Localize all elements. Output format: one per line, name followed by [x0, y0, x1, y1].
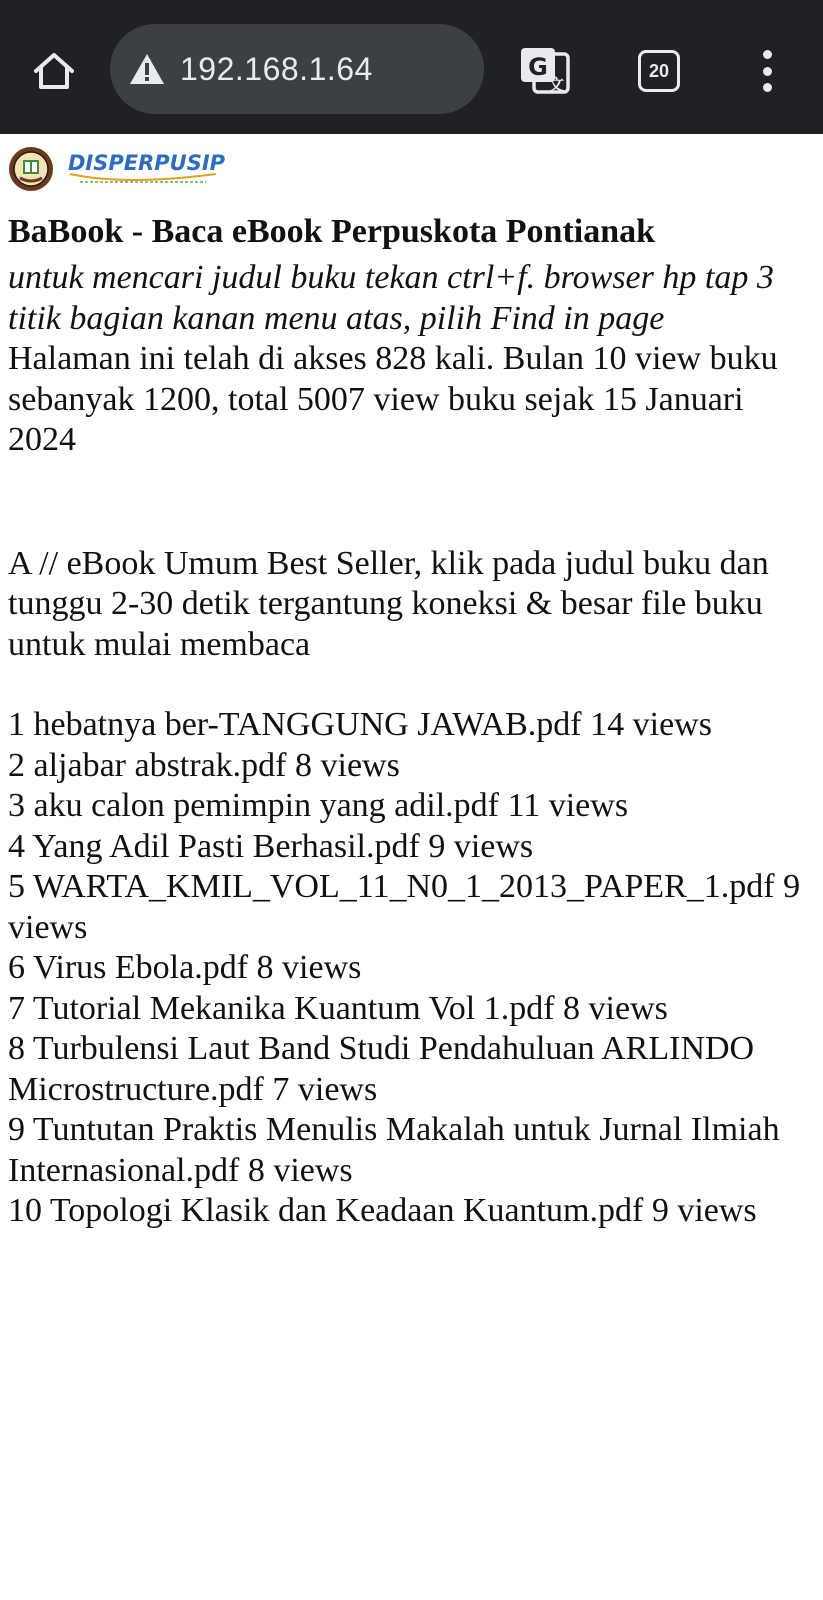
- book-title: Tuntutan Praktis Menulis Makalah untuk Jurnal Ilmiah Internasional.pdf: [8, 1111, 780, 1189]
- book-views: 8 views: [295, 746, 400, 784]
- book-title: aku calon pemimpin yang adil.pdf: [33, 787, 499, 824]
- book-views: 8 views: [256, 949, 362, 986]
- book-title: Yang Adil Pasti Berhasil.pdf: [32, 827, 420, 865]
- home-button[interactable]: [30, 50, 78, 92]
- book-link[interactable]: [8, 867, 815, 948]
- book-link[interactable]: [8, 948, 815, 989]
- book-views: 11 views: [507, 787, 629, 824]
- more-vert-icon[interactable]: [755, 50, 779, 92]
- spacer: [8, 461, 815, 544]
- book-views: 8 views: [563, 989, 668, 1027]
- book-title: WARTA_KMIL_VOL_11_N0_1_2013_PAPER_1.pdf: [32, 868, 775, 905]
- book-number: 4: [8, 827, 25, 865]
- book-title: Tutorial Mekanika Kuantum Vol 1.pdf: [32, 989, 555, 1027]
- book-link[interactable]: [8, 746, 815, 787]
- book-link[interactable]: [8, 1029, 815, 1110]
- book-number: 6: [8, 949, 25, 986]
- logo-wordmark: DISPERPUSIP: [68, 151, 226, 175]
- translate-icon: [518, 44, 572, 98]
- translate-button[interactable]: [518, 44, 572, 98]
- book-number: 2: [8, 746, 25, 784]
- book-number: 3: [8, 787, 25, 824]
- page-stats: Halaman ini telah di akses 828 kali. Bulan 10 view buku sebanyak 1200, total 5007 view buku sejak 15 Januari 2024: [8, 340, 778, 458]
- book-number: 8: [8, 1030, 25, 1067]
- book-views: 8 views: [247, 1151, 353, 1189]
- babook-seal-logo: [8, 146, 54, 192]
- book-number: 9: [8, 1111, 25, 1148]
- book-link[interactable]: [8, 1191, 815, 1232]
- book-title: aljabar abstrak.pdf: [33, 746, 287, 784]
- book-title: Topologi Klasik dan Keadaan Kuantum.pdf: [49, 1192, 644, 1229]
- home-icon: [32, 51, 76, 91]
- browser-toolbar: [0, 0, 823, 134]
- book-number: 5: [8, 868, 25, 905]
- svg-text:文: 文: [547, 75, 565, 94]
- tab-count: 20: [648, 60, 670, 81]
- book-title: hebatnya ber-TANGGUNG JAWAB.pdf: [33, 706, 582, 743]
- book-link[interactable]: [8, 786, 815, 827]
- book-number: 1: [8, 706, 25, 743]
- tab-switcher-button[interactable]: [638, 50, 680, 92]
- page-content: [0, 134, 823, 1232]
- logo-row: [8, 134, 815, 198]
- book-number: 7: [8, 989, 25, 1027]
- book-link[interactable]: [8, 827, 815, 868]
- disperpusip-logo: [66, 146, 226, 192]
- book-views: 14 views: [590, 706, 712, 743]
- search-hint: untuk mencari judul buku tekan ctrl+f. browser hp tap 3 titik bagian kanan menu atas, pilih Find in page: [8, 259, 774, 337]
- book-views: 7 views: [272, 1070, 378, 1108]
- book-list: [8, 705, 815, 1232]
- book-link[interactable]: [8, 1110, 815, 1191]
- book-views: 9 views: [428, 827, 534, 865]
- address-bar[interactable]: [110, 24, 484, 114]
- spacer: [8, 665, 815, 705]
- book-title: Virus Ebola.pdf: [32, 949, 249, 986]
- section-intro: A // eBook Umum Best Seller, klik pada judul buku dan tunggu 2-30 detik tergantung koneksi & besar file buku untuk mulai membaca: [8, 544, 769, 663]
- page-title: BaBook - Baca eBook Perpuskota Pontianak: [8, 213, 656, 250]
- url-text: 192.168.1.64: [180, 50, 373, 87]
- book-title: Turbulensi Laut Band Studi Pendahuluan ARLINDO Microstructure.pdf: [8, 1030, 755, 1108]
- book-link[interactable]: [8, 989, 815, 1030]
- warning-icon[interactable]: [128, 52, 166, 86]
- book-views: 9 views: [8, 868, 801, 946]
- book-views: 9 views: [651, 1192, 757, 1229]
- book-number: 10: [8, 1192, 42, 1229]
- svg-text:G: G: [528, 53, 548, 81]
- book-link[interactable]: [8, 705, 815, 746]
